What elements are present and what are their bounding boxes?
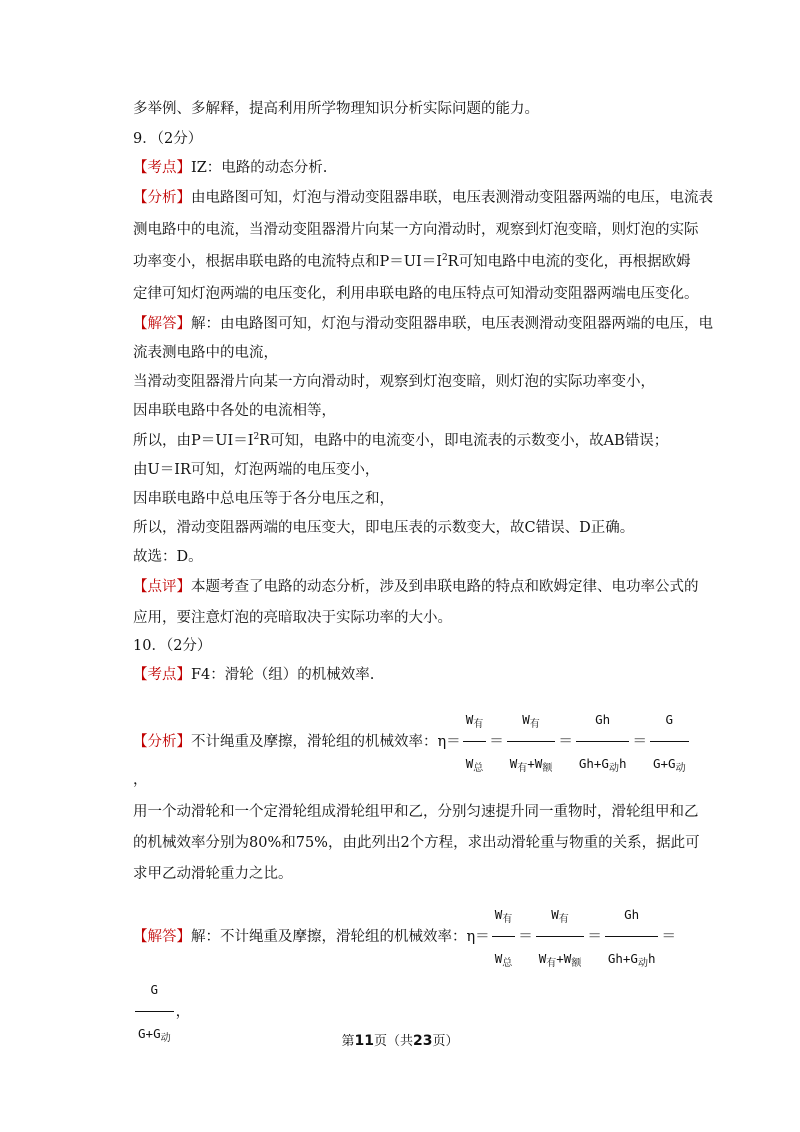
text-line: 【解答】解：由电路图可知，灯泡与滑动变阻器串联，电压表测滑动变阻器两端的电压，电 (133, 316, 713, 332)
text-line: 当滑动变阻器滑片向某一方向滑动时，观察到灯泡变暗，则灯泡的实际功率变小， (133, 374, 655, 390)
tag-label: 【考点】 (133, 160, 191, 176)
text-line: 因串联电路中各处的电流相等， (133, 403, 336, 419)
tag-label: 【点评】 (133, 579, 191, 595)
text-line: 【考点】F4：滑轮（组）的机械效率. (133, 667, 375, 683)
text-line: 【点评】本题考查了电路的动态分析，涉及到串联电路的特点和欧姆定律、电功率公式的 (133, 579, 699, 595)
text-line: 应用，要注意灯泡的亮暗取决于实际功率的大小。 (133, 610, 452, 626)
text-line: 【分析】由电路图可知，灯泡与滑动变阻器串联，电压表测滑动变阻器两端的电压，电流表 (133, 190, 713, 206)
efficiency-formula-continued: $\frac{G}{G+G_动}$ ， (133, 970, 190, 1054)
text-line: 由U＝IR可知，灯泡两端的电压变小， (133, 462, 380, 478)
question-heading: 10．（2分） (133, 638, 212, 654)
fraction: $\frac{G}{G+G_动}$ (135, 970, 174, 1054)
text-line: 因串联电路中总电压等于各分电压之和， (133, 491, 394, 507)
tag-label: 【分析】 (133, 190, 191, 206)
text-line: 求甲乙动滑轮重力之比。 (133, 866, 293, 882)
text-line: 所以，滑动变阻器两端的电压变大，即电压表的示数变大，故C错误、D正确。 (133, 520, 635, 536)
fraction: $\frac{W_有}{W_有+W_额}$ (507, 700, 556, 784)
tag-label: 【解答】 (133, 929, 191, 945)
text-line: 定律可知灯泡两端的电压变化，利用串联电路的电压特点可知滑动变阻器两端电压变化。 (133, 286, 699, 302)
efficiency-formula-analysis: 【分析】不计绳重及摩擦，滑轮组的机械效率：η＝ $\frac{W_有}{W_总}$ ＝ $\frac{W_有}{W_有+W_额}$ ＝ $\frac{Gh}{Gh+G_动h}$ ＝ $\frac{G}{G+G_动}$ (133, 700, 691, 784)
efficiency-formula-answer: 【解答】解：不计绳重及摩擦，滑轮组的机械效率：η＝ $\frac{W_有}{W_总}$ ＝ $\frac{W_有}{W_有+W_额}$ ＝ $\frac{Gh}{Gh+G_动h}$ ＝ (133, 895, 677, 979)
fraction: $\frac{Gh}{Gh+G_动h}$ (605, 895, 659, 979)
fraction: $\frac{W_有}{W_有+W_额}$ (536, 895, 585, 979)
text-line: 所以，由$P=UI=I^2R$可知，电路中的电流变小，即电流表的示数变小，故AB错误； (133, 432, 669, 449)
page-total: 23 (413, 1033, 433, 1049)
text-line: 故选：D。 (133, 549, 203, 565)
tag-label: 【分析】 (133, 734, 191, 750)
fraction: $\frac{G}{G+G_动}$ (650, 700, 689, 784)
text-line: 多举例、多解释，提高利用所学物理知识分析实际问题的能力。 (133, 101, 539, 117)
page-footer: 第11页（共23页） (341, 1033, 459, 1049)
page-number: 11 (354, 1033, 374, 1049)
text-line: ， (133, 772, 148, 788)
text-line: 流表测电路中的电流， (133, 345, 278, 361)
tag-label: 【考点】 (133, 667, 191, 683)
tag-label: 【解答】 (133, 316, 191, 332)
text-line: 用一个动滑轮和一个定滑轮组成滑轮组甲和乙，分别匀速提升同一重物时，滑轮组甲和乙 (133, 804, 699, 820)
text-line: 的机械效率分别为80%和75%，由此列出2个方程，求出动滑轮重与物重的关系，据此可 (133, 835, 700, 851)
question-heading: 9．（2分） (133, 131, 203, 147)
text-line: 测电路中的电流，当滑动变阻器滑片向某一方向滑动时，观察到灯泡变暗，则灯泡的实际 (133, 222, 699, 238)
fraction: $\frac{Gh}{Gh+G_动h}$ (576, 700, 630, 784)
text-line: 功率变小，根据串联电路的电流特点和$P=UI=I^2R$可知电路中电流的变化，再根据欧姆 (133, 253, 691, 270)
fraction: $\frac{W_有}{W_总}$ (492, 895, 516, 979)
text-line: 【考点】IZ：电路的动态分析. (133, 160, 328, 176)
fraction: $\frac{W_有}{W_总}$ (463, 700, 487, 784)
